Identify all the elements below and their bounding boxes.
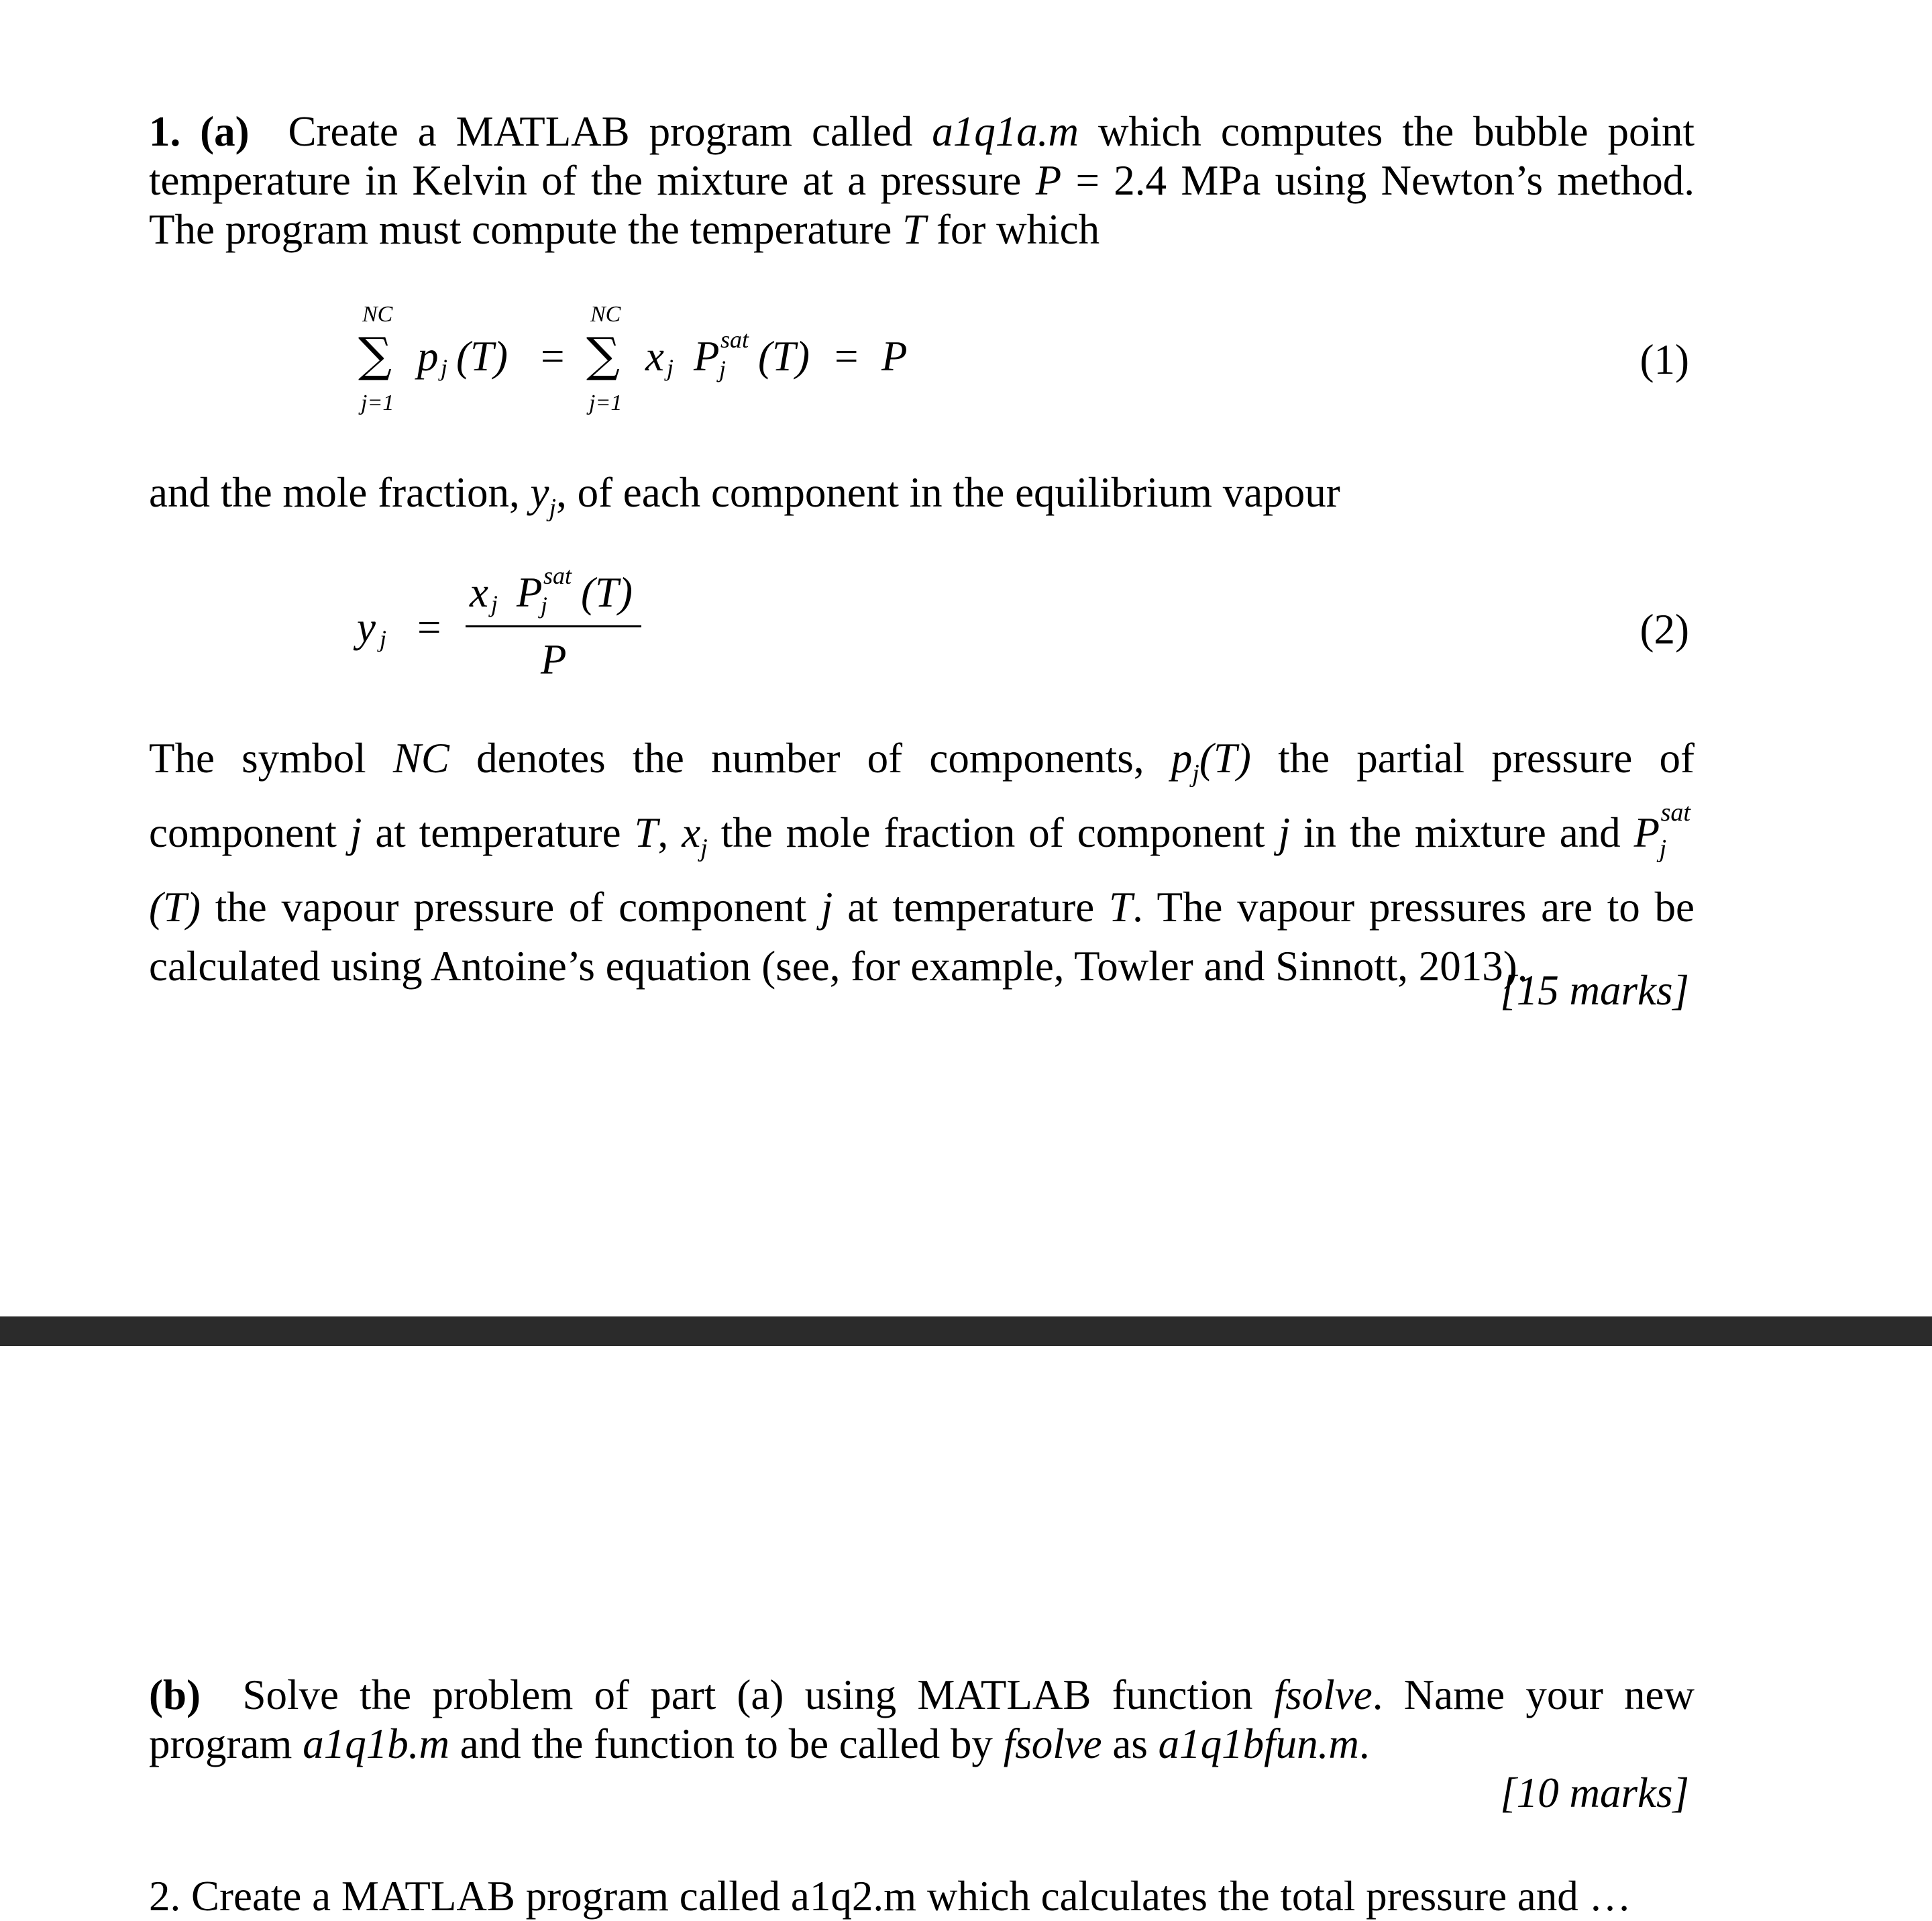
- equation-2-number: (2): [1640, 606, 1689, 653]
- cutoff-next-question: 2. Create a MATLAB program called a1q2.m which calculates the total pressure and …: [149, 1873, 1631, 1920]
- var-NC: NC: [392, 735, 449, 782]
- filename-a1q1bfun: a1q1bfun.m: [1158, 1720, 1359, 1767]
- var-Psat: [1633, 798, 1695, 863]
- part-b-text: [149, 1671, 1695, 1769]
- var-y: y: [530, 469, 549, 516]
- eq1-rhs-P-sup: sat: [720, 326, 749, 353]
- text: , of each component in the equilibrium vapour: [556, 469, 1340, 516]
- var-Psat-sub: j: [1659, 835, 1667, 863]
- eq2-num-x: x: [470, 569, 488, 616]
- var-Psat-base: P: [1633, 809, 1660, 856]
- text: which computes the bubble point temperature in Kelvin of the mixture at a pressure: [149, 108, 1695, 204]
- eq1-rhs-P: P: [694, 333, 720, 380]
- part-b-marks: [10 marks]: [1500, 1769, 1689, 1816]
- eq2-denominator: P: [541, 636, 567, 683]
- text: Create a MATLAB program called: [288, 108, 913, 155]
- text: and the function to be called by: [460, 1720, 993, 1767]
- text: the partial pressure of component: [149, 735, 1695, 856]
- eq1-lhs-sub: j: [441, 354, 448, 381]
- text: ,: [657, 809, 669, 856]
- part-a-intro: [149, 107, 1695, 254]
- var-j: j: [350, 809, 362, 856]
- question-number: 1.: [149, 108, 181, 155]
- symbol-definitions: [149, 729, 1695, 996]
- var-T: T: [902, 206, 926, 253]
- var-x: x: [682, 809, 701, 856]
- eq2-lhs-y: y: [357, 604, 376, 651]
- text: and the mole fraction,: [149, 469, 520, 516]
- sum2-lower: j=1: [589, 391, 623, 415]
- eq2-num-x-sub: j: [491, 590, 498, 617]
- eq2-num-P: P: [517, 569, 543, 616]
- var-j: j: [820, 884, 833, 931]
- eq2-num-arg: (T): [581, 569, 633, 616]
- text: = 2.4 MPa using Newton’s method. The program must compute the temperature: [149, 157, 1695, 253]
- sum1-upper: NC: [362, 302, 393, 327]
- eq1-rhs-arg: (T): [758, 333, 810, 380]
- page-part-b: [0, 1346, 1932, 1892]
- mole-fraction-text: [149, 468, 1695, 533]
- text: the vapour pressure of component: [215, 884, 807, 931]
- fraction-bar: [466, 625, 641, 627]
- text: The symbol: [149, 735, 366, 782]
- filename-a1q1b: a1q1b.m: [303, 1720, 449, 1767]
- text: the mole fraction of component: [720, 809, 1265, 856]
- text: . The vapour pressures are to be calculated using Antoine’s equation (see, for example, Towler and Sinnott, 2013).: [149, 884, 1695, 990]
- equation-1-number: (1): [1640, 336, 1689, 383]
- sum2-upper: NC: [590, 302, 621, 327]
- part-a-label: (a): [200, 108, 250, 155]
- var-T: T: [634, 809, 658, 856]
- eq2-equals: =: [417, 604, 441, 651]
- filename-a1q1a: a1q1a.m: [932, 108, 1079, 155]
- text: . Name your new program: [149, 1671, 1695, 1767]
- var-p-sub: j: [1192, 760, 1199, 788]
- var-x-sub: j: [700, 834, 708, 862]
- var-y-sub: j: [549, 494, 557, 522]
- text: at temperature: [375, 809, 621, 856]
- eq1-rhs-x: x: [645, 333, 664, 380]
- sum2-sigma-icon: ∑: [586, 327, 620, 382]
- fsolve-name: fsolve: [1003, 1720, 1102, 1767]
- var-Psat-arg: (T): [149, 884, 201, 931]
- eq2-num-P-sup: sat: [543, 562, 572, 589]
- text: Solve the problem of part (a) using MATLAB function: [242, 1671, 1253, 1718]
- eq1-equals: =: [541, 333, 565, 380]
- eq1-rhs-x-sub: j: [667, 354, 674, 381]
- sum1-lower: j=1: [361, 391, 394, 415]
- eq1-lhs-p: p: [417, 333, 439, 380]
- var-T: T: [1109, 884, 1133, 931]
- var-Psat-sup: sat: [1660, 798, 1690, 827]
- text: .: [1358, 1720, 1370, 1767]
- eq2-num-P-sub: j: [541, 592, 548, 619]
- eq1-rhs-P-sub: j: [719, 356, 727, 382]
- text: at temperature: [847, 884, 1095, 931]
- part-a-marks: [15 marks]: [1500, 967, 1689, 1014]
- var-P: P: [1035, 157, 1062, 204]
- text: denotes the number of components,: [476, 735, 1144, 782]
- fsolve-name: fsolve: [1273, 1671, 1373, 1718]
- var-p-arg: (T): [1199, 735, 1251, 782]
- var-j: j: [1278, 809, 1291, 856]
- eq2-lhs-sub: j: [380, 625, 387, 652]
- sum1-sigma-icon: ∑: [358, 327, 392, 382]
- eq1-lhs-arg: (T): [456, 333, 508, 380]
- part-b-label: (b): [149, 1671, 201, 1718]
- text: in the mixture and: [1303, 809, 1621, 856]
- text: as: [1112, 1720, 1148, 1767]
- page-separator: [0, 1316, 1932, 1346]
- var-p: p: [1171, 735, 1193, 782]
- eq1-equals-2: =: [835, 333, 859, 380]
- text: for which: [936, 206, 1100, 253]
- eq1-result: P: [881, 333, 908, 380]
